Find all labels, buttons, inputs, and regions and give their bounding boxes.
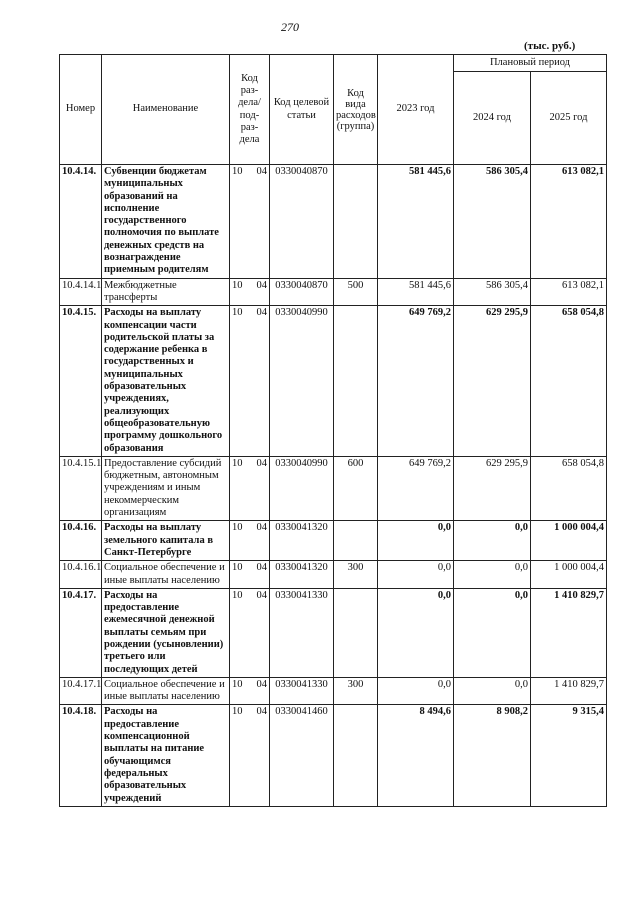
row-2023: 0,0	[378, 677, 454, 705]
row-name: Расходы на предоставление ежемесячной денежной выплаты семьям при рождении (усыновлении) третьего или последующих детей	[102, 588, 230, 677]
row-2025: 658 054,8	[531, 306, 607, 457]
table-row	[60, 588, 607, 677]
row-number: 10.4.14.1	[60, 278, 102, 306]
row-target-code: 0330041330	[270, 588, 334, 677]
row-2023: 8 494,6	[378, 705, 454, 806]
row-number: 10.4.17.1	[60, 677, 102, 705]
row-expense-code	[334, 165, 378, 279]
row-2024: 0,0	[454, 588, 531, 677]
row-2023: 581 445,6	[378, 165, 454, 279]
header-row-top	[60, 55, 607, 72]
page-number: 270	[281, 20, 299, 34]
row-2025: 658 054,8	[531, 456, 607, 520]
row-number: 10.4.17.	[60, 588, 102, 677]
row-2025: 1 410 829,7	[531, 677, 607, 705]
row-number: 10.4.15.	[60, 306, 102, 457]
row-section-code	[230, 165, 270, 279]
row-number: 10.4.14.	[60, 165, 102, 279]
row-section-code	[230, 521, 270, 561]
row-expense-code	[334, 306, 378, 457]
row-subsection: 04	[256, 307, 267, 319]
header-section: Код раз-дела/ под-раз-дела	[230, 55, 270, 165]
row-expense-code: 500	[334, 278, 378, 306]
row-expense-code: 600	[334, 456, 378, 520]
row-2025: 613 082,1	[531, 165, 607, 279]
row-target-code: 0330041330	[270, 677, 334, 705]
row-expense-code	[334, 588, 378, 677]
row-number: 10.4.16.1	[60, 561, 102, 589]
row-2025: 1 410 829,7	[531, 588, 607, 677]
row-name: Расходы на предоставление компенсационной выплаты на питание обучающимся федеральных образовательных учреждений	[102, 705, 230, 806]
row-expense-code	[334, 521, 378, 561]
row-expense-code	[334, 705, 378, 806]
row-name: Социальное обеспечение и иные выплаты населению	[102, 677, 230, 705]
header-plan: Плановый период	[454, 55, 607, 72]
row-target-code: 0330041320	[270, 521, 334, 561]
row-section: 10	[232, 706, 243, 718]
row-section-code	[230, 561, 270, 589]
row-subsection: 04	[256, 678, 267, 690]
row-subsection: 04	[256, 166, 267, 177]
row-target-code: 0330040990	[270, 306, 334, 457]
row-section-code	[230, 456, 270, 520]
row-2023: 0,0	[378, 561, 454, 589]
row-2024: 0,0	[454, 677, 531, 705]
row-2025: 1 000 004,4	[531, 521, 607, 561]
row-expense-code: 300	[334, 561, 378, 589]
header-2023: 2023 год	[378, 55, 454, 165]
row-name: Расходы на выплату земельного капитала в Санкт-Петербурге	[102, 521, 230, 561]
row-2025: 1 000 004,4	[531, 561, 607, 589]
row-2023: 0,0	[378, 521, 454, 561]
header-2025: 2025 год	[531, 72, 607, 165]
row-name: Субвенции бюджетам муниципальных образований на исполнение государственного полномочия по выплате денежных средств на вознаграждение приемным родителям	[102, 165, 230, 279]
row-target-code: 0330040870	[270, 278, 334, 306]
row-2025: 9 315,4	[531, 705, 607, 806]
row-target-code: 0330041320	[270, 561, 334, 589]
row-section-code	[230, 705, 270, 806]
row-subsection: 04	[256, 589, 267, 601]
row-section: 10	[232, 457, 243, 469]
row-name: Социальное обеспечение и иные выплаты населению	[102, 561, 230, 589]
row-subsection: 04	[256, 522, 267, 534]
row-subsection: 04	[256, 457, 267, 469]
row-subsection: 04	[256, 279, 267, 291]
table-row	[60, 561, 607, 589]
table-body	[60, 165, 607, 807]
row-2023: 649 769,2	[378, 306, 454, 457]
header-expense: Код вида расходов (группа)	[334, 55, 378, 165]
row-2023: 581 445,6	[378, 278, 454, 306]
row-subsection: 04	[256, 706, 267, 718]
row-section: 10	[232, 562, 243, 574]
row-section-code	[230, 588, 270, 677]
row-2024: 0,0	[454, 521, 531, 561]
row-section: 10	[232, 522, 243, 534]
header-target: Код целевой статьи	[270, 55, 334, 165]
table-row	[60, 278, 607, 306]
row-section: 10	[232, 589, 243, 601]
row-section: 10	[232, 166, 243, 177]
header-name: Наименование	[102, 55, 230, 165]
row-section: 10	[232, 307, 243, 319]
header-number: Номер	[60, 55, 102, 165]
row-section-code	[230, 306, 270, 457]
row-2025: 613 082,1	[531, 278, 607, 306]
row-expense-code: 300	[334, 677, 378, 705]
row-section: 10	[232, 678, 243, 690]
table-row	[60, 165, 607, 279]
row-section-code	[230, 278, 270, 306]
row-number: 10.4.18.	[60, 705, 102, 806]
table-row	[60, 456, 607, 520]
row-number: 10.4.16.	[60, 521, 102, 561]
row-name: Межбюджетные трансферты	[102, 278, 230, 306]
row-section-code	[230, 677, 270, 705]
row-2024: 8 908,2	[454, 705, 531, 806]
budget-table	[59, 54, 607, 807]
row-subsection: 04	[256, 562, 267, 574]
row-name: Предоставление субсидий бюджетным, автономным учреждениям и иным некоммерческим организациям	[102, 456, 230, 520]
row-2024: 0,0	[454, 561, 531, 589]
row-2024: 629 295,9	[454, 456, 531, 520]
row-target-code: 0330041460	[270, 705, 334, 806]
units-label: (тыс. руб.)	[524, 40, 576, 52]
row-target-code: 0330040870	[270, 165, 334, 279]
row-2023: 649 769,2	[378, 456, 454, 520]
table-row	[60, 705, 607, 806]
row-2024: 586 305,4	[454, 278, 531, 306]
row-name: Расходы на выплату компенсации части родительской платы за содержание ребенка в государственных и муниципальных образовательных учреждениях, реализующих общеобразовательную программу дошкольного образования	[102, 306, 230, 457]
row-target-code: 0330040990	[270, 456, 334, 520]
row-number: 10.4.15.1	[60, 456, 102, 520]
row-2024: 586 305,4	[454, 165, 531, 279]
row-section: 10	[232, 279, 243, 291]
row-2023: 0,0	[378, 588, 454, 677]
table-row	[60, 521, 607, 561]
header-2024: 2024 год	[454, 72, 531, 165]
table-row	[60, 677, 607, 705]
row-2024: 629 295,9	[454, 306, 531, 457]
table-row	[60, 306, 607, 457]
